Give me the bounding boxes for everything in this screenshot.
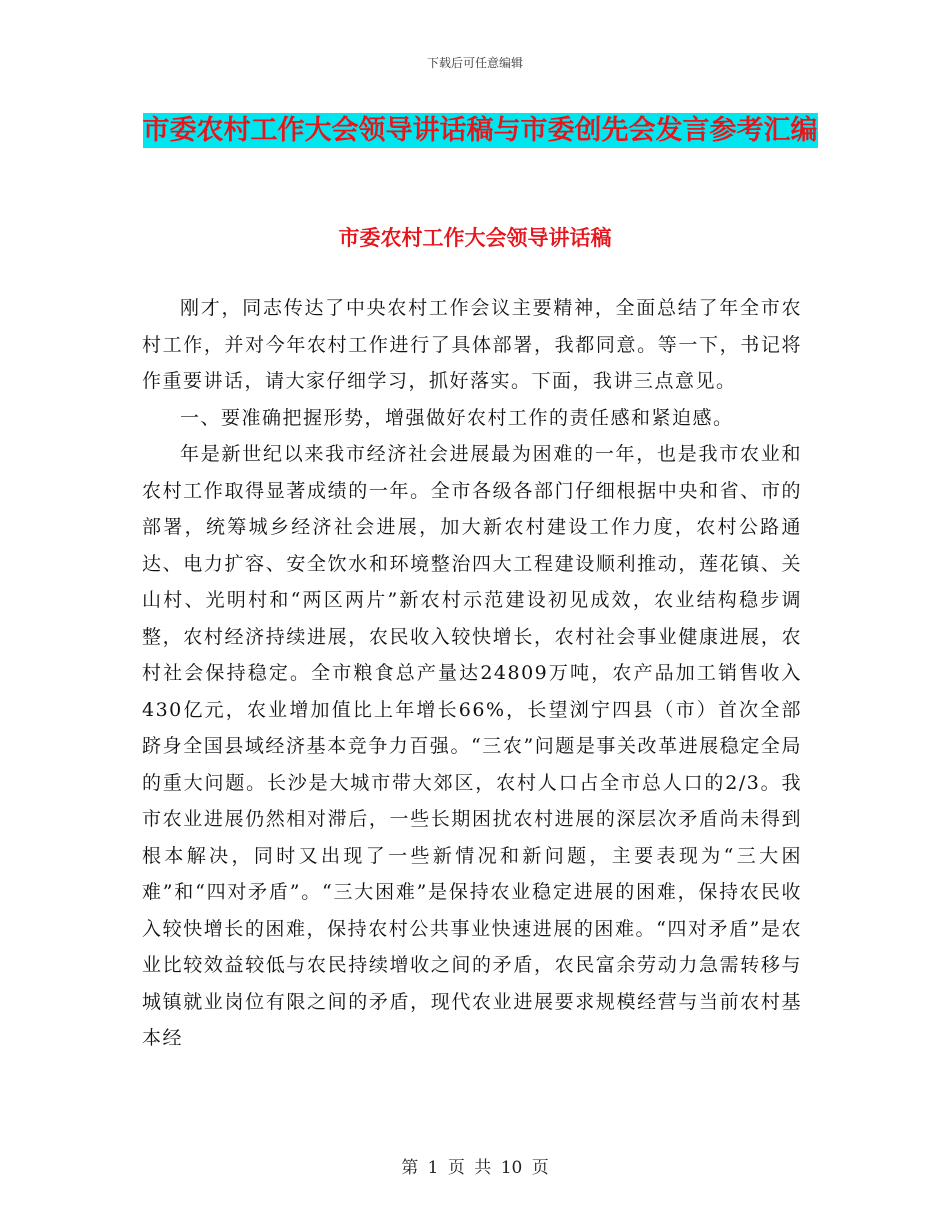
section-title: 市委农村工作大会领导讲话稿 <box>338 226 612 250</box>
header-note: 下载后可任意编辑 <box>426 56 523 70</box>
document-title-text: 市委农村工作大会领导讲话稿与市委创先会发言参考汇编 <box>142 115 818 146</box>
paragraph-situation: 年是新世纪以来我市经济社会进展最为困难的一年，也是我市农业和农村工作取得显著成绩的一年。全市各级各部门仔细根据中央和省、市的部署，统筹城乡经济社会进展，加大新农村建设工作力度，农村公路通达、电力扩容、安全饮水和环境整治四大工程建设顺利推动，莲花镇、关山村、光明村和“两区两片”新农村示范建设初见成效，农业结构稳步调整，农村经济持续进展，农民收入较快增长，农村社会事业健康进展，农村社会保持稳定。全市粮食总产量达24809万吨，农产品加工销售收入430亿元，农业增加值比上年增长66%，长望浏宁四县（市）首次全部跻身全国县域经济基本竞争力百强。“三农”问题是事关改革进展稳定全局的重大问题。长沙是大城市带大郊区，农村人口占全市总人口的2/3。我市农业进展仍然相对滞后，一些长期困扰农村进展的深层次矛盾尚未得到根本解决，同时又出现了一些新情况和新问题，主要表现为“三大困难”和“四对矛盾”。“三大困难”是保持农业稳定进展的困难，保持农民收入较快增长的困难，保持农村公共事业快速进展的困难。“四对矛盾”是农业比较效益较低与农民持续增收之间的矛盾，农民富余劳动力急需转移与城镇就业岗位有限之间的矛盾，现代农业进展要求规模经营与当前农村基本经 <box>142 443 802 1049</box>
document-body <box>142 290 802 1057</box>
paragraph-opening: 刚才，同志传达了中央农村工作会议主要精神，全面总结了年全市农村工作，并对今年农村工作进行了具体部署，我都同意。等一下，书记将作重要讲话，请大家仔细学习，抓好落实。下面，我讲三点意见。 <box>142 297 802 392</box>
document-title <box>140 108 820 154</box>
page-footer: 第 1 页 共 10 页 <box>401 1158 549 1178</box>
paragraph-heading-one: 一、要准确把握形势，增强做好农村工作的责任感和紧迫感。 <box>180 406 734 429</box>
